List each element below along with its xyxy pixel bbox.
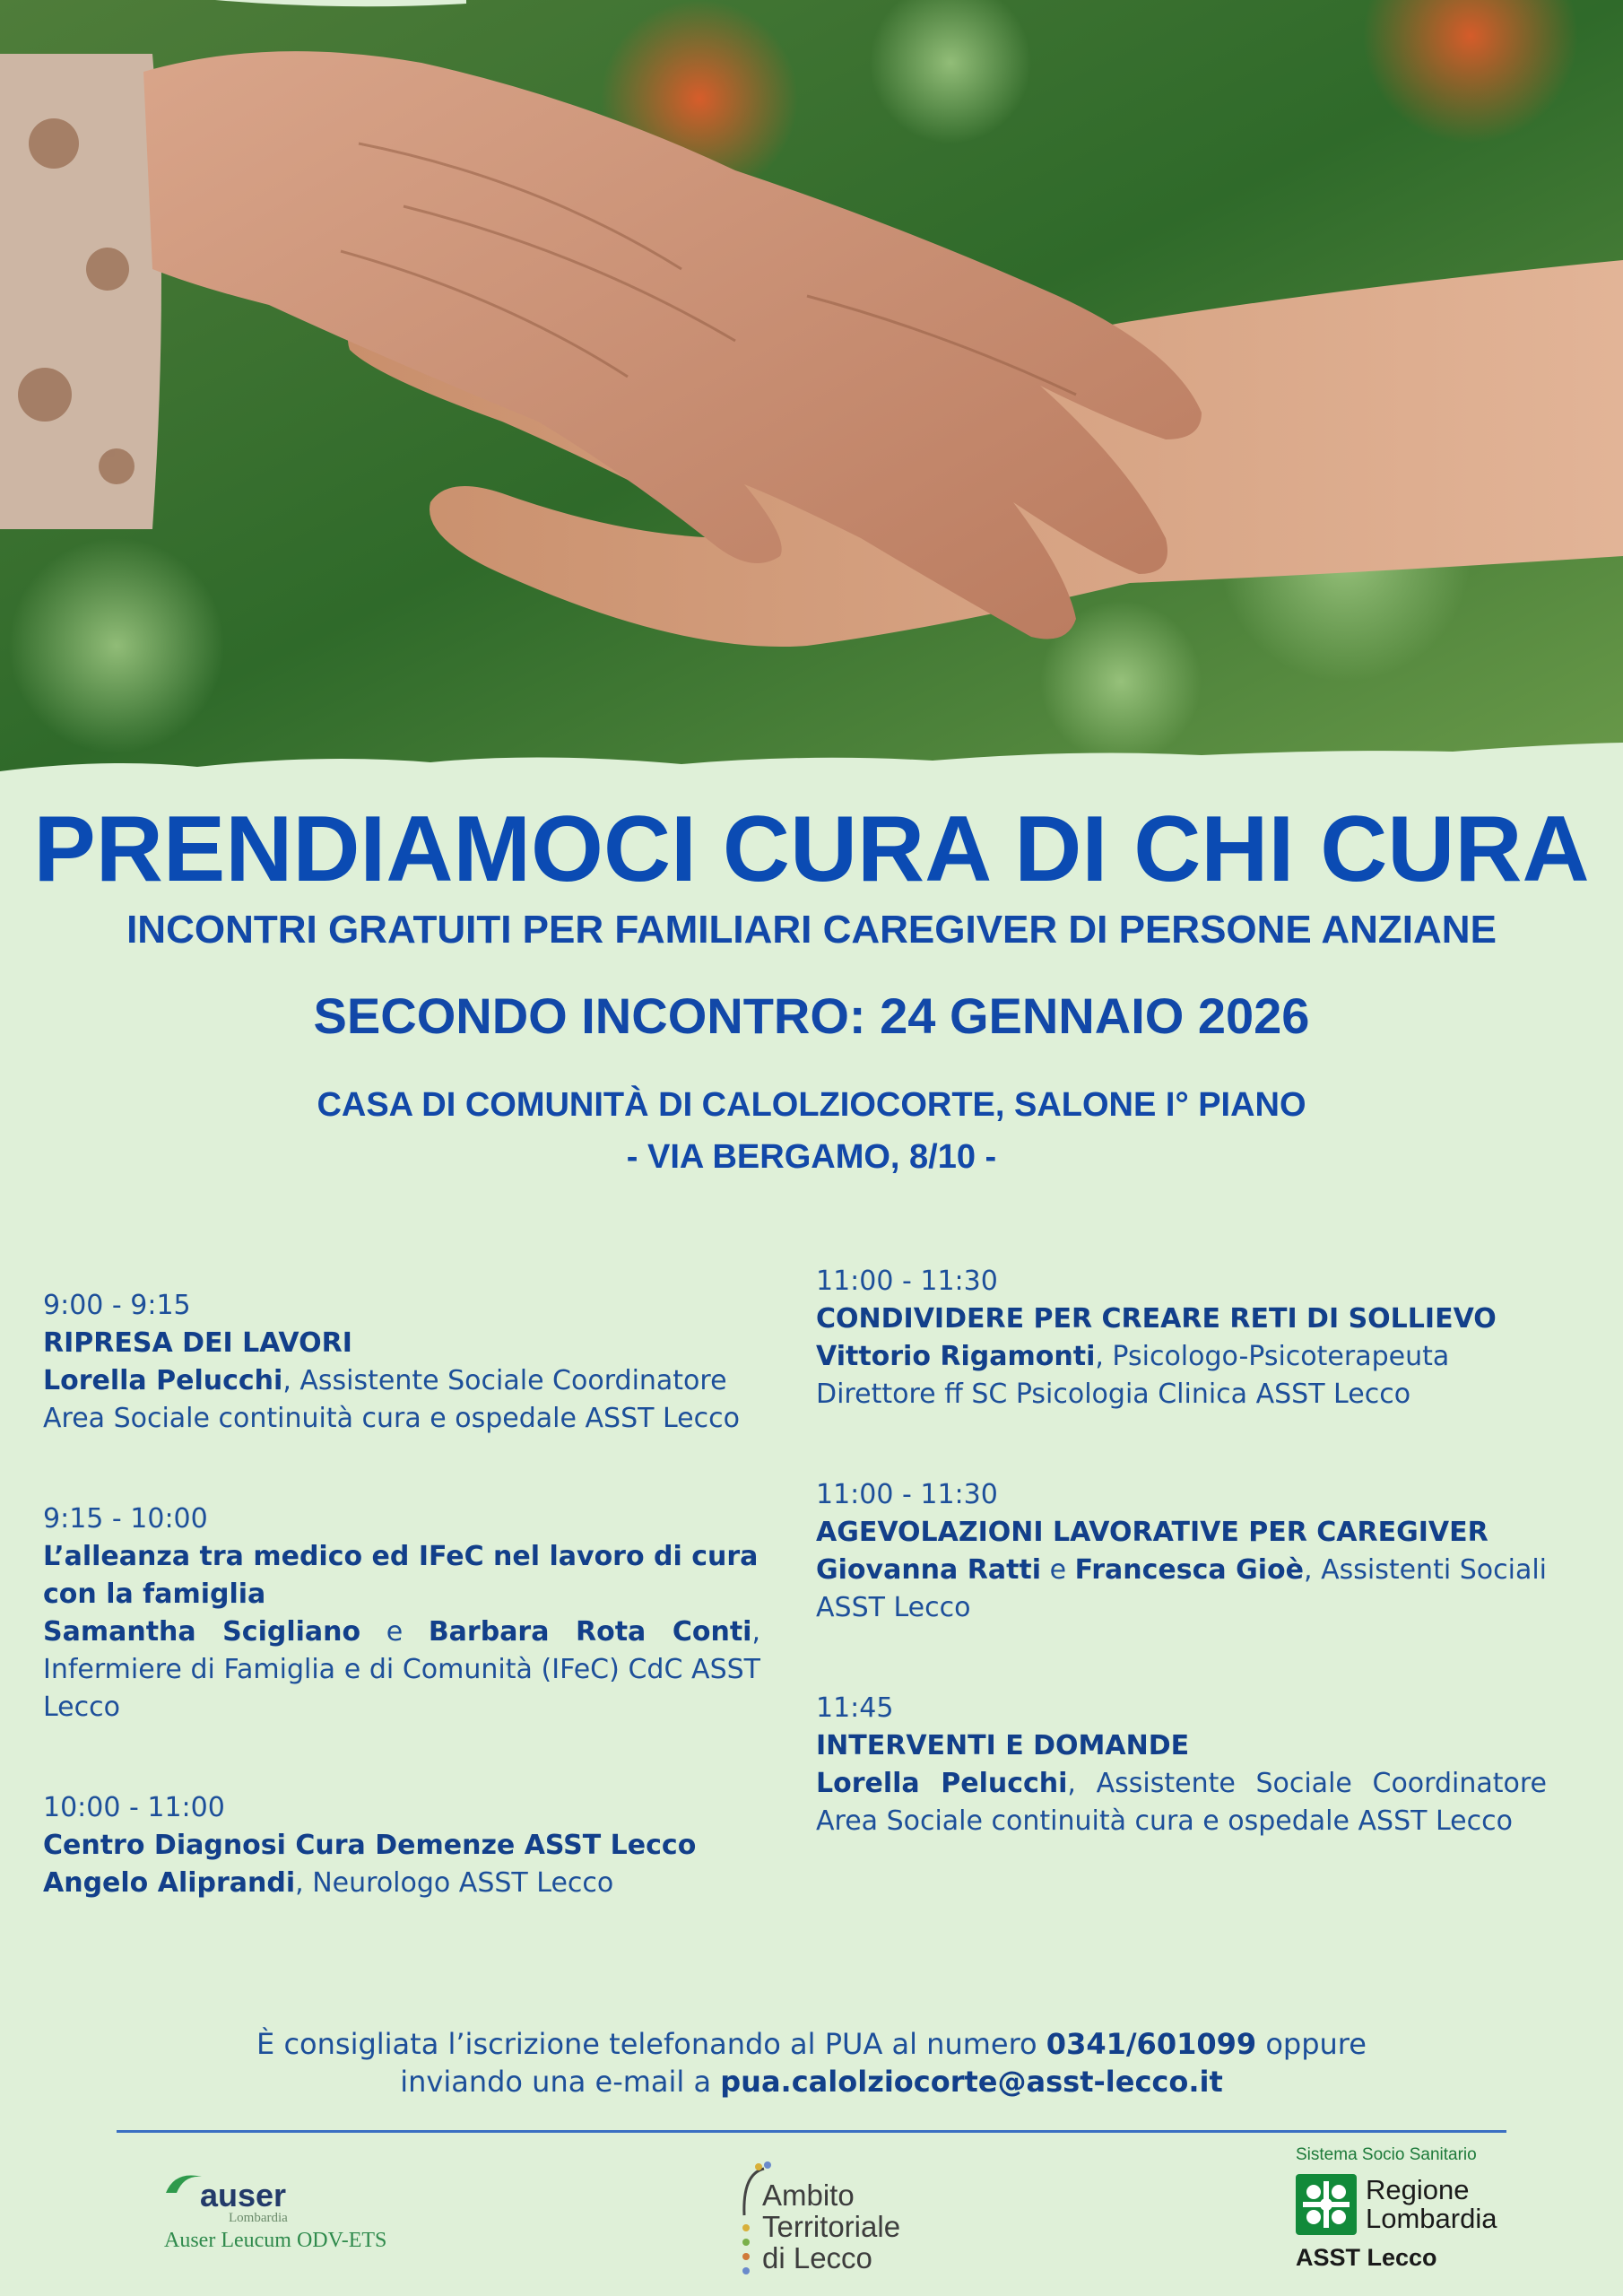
page-title: PRENDIAMOCI CURA DI CHI CURA bbox=[33, 797, 1590, 901]
slot-heading: AGEVOLAZIONI LAVORATIVE PER CAREGIVER bbox=[816, 1517, 1488, 1548]
speaker-role: , Assistente Sociale Coordinatore Area Sociale continuità cura e ospedale ASST Lecco bbox=[816, 1768, 1547, 1837]
regione-line: Lombardia bbox=[1366, 2203, 1497, 2234]
schedule-left-column bbox=[43, 1287, 760, 1902]
schedule-item bbox=[43, 1287, 760, 1438]
regione-system-label: Sistema Socio Sanitario bbox=[1296, 2145, 1477, 2164]
slot-time: 11:00 - 11:30 bbox=[816, 1479, 998, 1510]
slot-time: 10:00 - 11:00 bbox=[43, 1792, 225, 1823]
speaker-role: , Assistente Sociale Coordinatore Area Sociale continuità cura e ospedale ASST Lecco bbox=[43, 1365, 740, 1434]
page-subtitle: INCONTRI GRATUITI PER FAMILIARI CAREGIVER DI PERSONE ANZIANE bbox=[126, 908, 1497, 952]
ambito-logo bbox=[735, 2161, 933, 2278]
schedule-item bbox=[43, 1500, 760, 1726]
slot-body bbox=[816, 1765, 1547, 1840]
ambito-line: di Lecco bbox=[762, 2241, 872, 2274]
regione-lombardia-logo bbox=[1296, 2145, 1547, 2280]
slot-time: 11:00 - 11:30 bbox=[816, 1265, 998, 1297]
note-text: oppure bbox=[1256, 2027, 1367, 2061]
slot-time: 11:45 bbox=[816, 1692, 894, 1724]
slot-heading: Centro Diagnosi Cura Demenze ASST Lecco bbox=[43, 1830, 697, 1861]
speaker-role: , Infermiere di Famiglia e di Comunità (IFeC) CdC ASST Lecco bbox=[43, 1616, 760, 1723]
slot-time: 9:00 - 9:15 bbox=[43, 1290, 191, 1321]
schedule-item bbox=[816, 1263, 1547, 1413]
slot-heading: CONDIVIDERE PER CREARE RETI DI SOLLIEVO bbox=[816, 1303, 1497, 1335]
speaker-name: Angelo Aliprandi bbox=[43, 1867, 296, 1899]
slot-heading: L’alleanza tra medico ed IFeC nel lavoro di cura con la famiglia bbox=[43, 1541, 759, 1610]
note-line-1 bbox=[0, 2025, 1623, 2063]
ambito-line: Territoriale bbox=[762, 2210, 901, 2243]
ambito-line: Ambito bbox=[762, 2179, 855, 2212]
slot-time: 9:15 - 10:00 bbox=[43, 1503, 208, 1535]
speaker-name: Lorella Pelucchi bbox=[816, 1768, 1068, 1799]
hero-photo-hands bbox=[0, 0, 1623, 789]
connector-text: e bbox=[1041, 1554, 1075, 1586]
slot-body bbox=[43, 1362, 760, 1438]
slot-heading: INTERVENTI E DOMANDE bbox=[816, 1730, 1190, 1761]
slot-body bbox=[816, 1338, 1547, 1413]
speaker-name-2: Barbara Rota Conti bbox=[428, 1616, 752, 1648]
auser-region: Lombardia bbox=[229, 2211, 288, 2225]
speaker-name: Giovanna Ratti bbox=[816, 1554, 1042, 1586]
note-line-2 bbox=[0, 2063, 1623, 2100]
schedule-right-column bbox=[816, 1263, 1547, 1840]
connector-text: e bbox=[360, 1616, 429, 1648]
location-line-1: CASA DI COMUNITÀ DI CALOLZIOCORTE, SALONE I° PIANO bbox=[317, 1086, 1306, 1124]
speaker-name: Lorella Pelucchi bbox=[43, 1365, 283, 1396]
speaker-name: Vittorio Rigamonti bbox=[816, 1341, 1096, 1372]
speaker-name-2: Francesca Gioè bbox=[1074, 1554, 1304, 1586]
location-line-2: - VIA BERGAMO, 8/10 - bbox=[626, 1138, 997, 1176]
asst-label: ASST Lecco bbox=[1296, 2244, 1437, 2271]
event-location bbox=[0, 1079, 1623, 1183]
note-text: È consigliata l’iscrizione telefonando al PUA al numero bbox=[256, 2027, 1046, 2061]
schedule-item bbox=[43, 1789, 760, 1902]
registration-note bbox=[0, 2025, 1623, 2100]
speaker-role: , Neurologo ASST Lecco bbox=[295, 1867, 614, 1899]
email-link[interactable]: pua.calolziocorte@asst-lecco.it bbox=[720, 2065, 1223, 2099]
footer-divider bbox=[117, 2130, 1506, 2133]
auser-org-name: Auser Leucum ODV-ETS bbox=[164, 2229, 387, 2252]
regione-name bbox=[1366, 2176, 1497, 2233]
note-text: inviando una e-mail a bbox=[400, 2065, 721, 2099]
slot-body bbox=[43, 1613, 760, 1726]
slot-body bbox=[816, 1552, 1547, 1627]
ambito-name bbox=[762, 2179, 900, 2274]
schedule-item bbox=[816, 1476, 1547, 1627]
speaker-role: , Assistenti Sociali ASST Lecco bbox=[816, 1554, 1548, 1623]
regione-rose-icon bbox=[1296, 2174, 1357, 2235]
auser-logo bbox=[157, 2166, 390, 2265]
speaker-role: , Psicologo-Psicoterapeuta Direttore ff SC Psicologia Clinica ASST Lecco bbox=[816, 1341, 1450, 1410]
schedule-item bbox=[816, 1690, 1547, 1840]
slot-heading: RIPRESA DEI LAVORI bbox=[43, 1327, 352, 1359]
speaker-name: Samantha Scigliano bbox=[43, 1616, 361, 1648]
slot-body bbox=[43, 1865, 760, 1902]
event-date: SECONDO INCONTRO: 24 GENNAIO 2026 bbox=[313, 987, 1310, 1044]
regione-line: Regione bbox=[1366, 2174, 1470, 2205]
phone-number[interactable]: 0341/601099 bbox=[1046, 2027, 1257, 2061]
auser-wordmark: auser bbox=[200, 2177, 287, 2213]
